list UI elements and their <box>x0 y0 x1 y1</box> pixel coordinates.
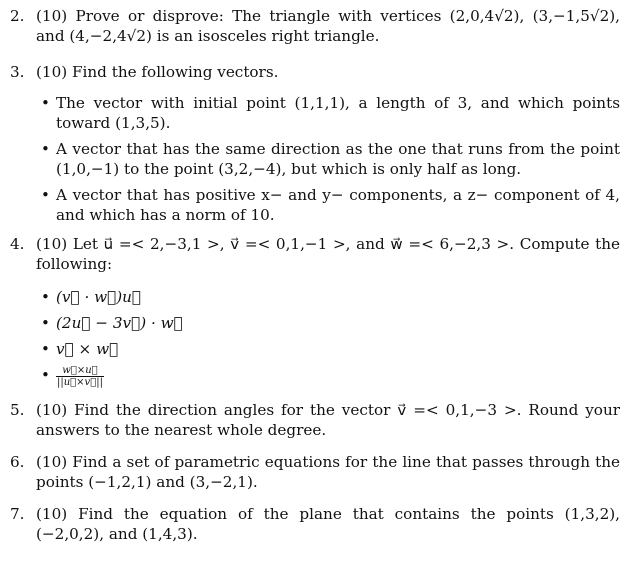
expression: (2u⃗ − 3v⃗) · w⃗ <box>56 314 183 332</box>
list-item <box>36 185 620 225</box>
problem-number: 3. <box>10 63 25 81</box>
problem-text: (10) Let u⃗ =< 2,−3,1 >, v⃗ =< 0,1,−1 >, and w⃗ =< 6,−2,3 >. Compute the following: <box>36 235 620 273</box>
bullet-icon: • <box>41 94 50 112</box>
problem-3 <box>10 62 620 82</box>
problem-3-list <box>36 93 620 225</box>
problem-number: 4. <box>10 235 25 253</box>
bullet-icon: • <box>41 288 50 306</box>
list-item-text: A vector that has the same direction as the one that runs from the point (1,0,−1) to the point (3,2,−4), but which is only half as long. <box>56 140 620 178</box>
list-item <box>36 284 620 310</box>
problem-number: 2. <box>10 7 25 25</box>
problem-text: (10) Find the equation of the plane that contains the points (1,3,2), (−2,0,2), and (1,4,3). <box>36 505 620 543</box>
list-item <box>36 336 620 362</box>
problem-number: 6. <box>10 453 25 471</box>
problem-5 <box>10 400 620 440</box>
expression: (v⃗ · w⃗)u⃗ <box>56 288 142 306</box>
fraction-denominator: ||u⃗×v⃗|| <box>57 376 103 388</box>
list-item-text: A vector that has positive x− and y− components, a z− component of 4, and which has a norm of 10. <box>56 186 620 224</box>
problem-4-list <box>36 284 620 388</box>
bullet-icon: • <box>41 314 50 332</box>
problem-text: (10) Prove or disprove: The triangle with vertices (2,0,4√2), (3,−1,5√2), and (4,−2,4√2) is an isosceles right triangle. <box>36 7 620 45</box>
fraction-numerator: w⃗×u⃗ <box>56 365 104 377</box>
bullet-icon: • <box>41 340 50 358</box>
problem-text: (10) Find the direction angles for the vector v⃗ =< 0,1,−3 >. Round your answers to the nearest whole degree. <box>36 401 620 439</box>
list-item <box>36 362 620 388</box>
fraction-expression <box>56 365 104 388</box>
list-item <box>36 93 620 133</box>
bullet-icon: • <box>41 366 50 384</box>
list-item-text: The vector with initial point (1,1,1), a length of 3, and which points toward (1,3,5). <box>56 94 620 132</box>
bullet-icon: • <box>41 140 50 158</box>
problem-4 <box>10 234 620 274</box>
list-item <box>36 139 620 179</box>
bullet-icon: • <box>41 186 50 204</box>
problem-6 <box>10 452 620 492</box>
problem-2 <box>10 6 620 46</box>
problem-7 <box>10 504 620 544</box>
expression: v⃗ × w⃗ <box>56 340 119 358</box>
problem-text: (10) Find the following vectors. <box>36 63 279 81</box>
problem-text: (10) Find a set of parametric equations for the line that passes through the points (−1,2,1) and (3,−2,1). <box>36 453 620 491</box>
list-item <box>36 310 620 336</box>
problem-number: 7. <box>10 505 25 523</box>
problem-number: 5. <box>10 401 25 419</box>
